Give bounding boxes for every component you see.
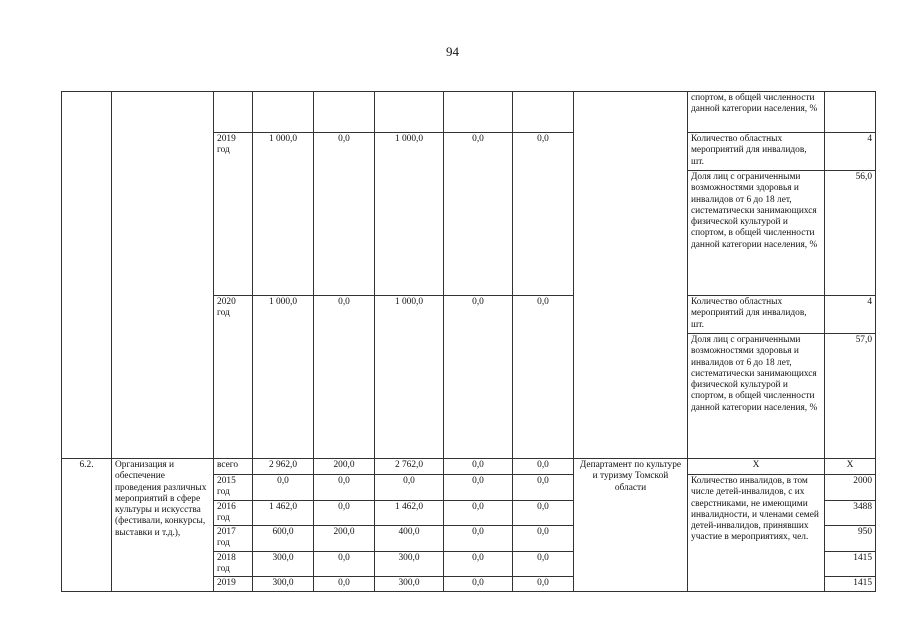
- federal-cell: [314, 92, 375, 133]
- indicator-name-cell: Доля лиц с ограниченными возможностями здоровья и инвалидов от 6 до 18 лет, систематически занимающихся физической культурой и спортом, в общей численности данной категории населения, %: [688, 334, 825, 459]
- activity-name-cell: Организация и обеспечение проведения различных мероприятий в сфере культуры и искусства (фестивали, конкурсы, выставки и т.д.),: [112, 459, 214, 592]
- total-cell: 300,0: [253, 577, 314, 591]
- regional-cell: 400,0: [375, 526, 444, 552]
- regional-cell: 300,0: [375, 551, 444, 577]
- extra-budget-cell: 0,0: [513, 475, 574, 501]
- extra-budget-cell: [513, 92, 574, 133]
- year-cell: 2015 год: [214, 475, 253, 501]
- total-cell: 1 000,0: [253, 133, 314, 296]
- row-number-cell: [62, 92, 112, 459]
- total-cell: 2 962,0: [253, 459, 314, 475]
- indicator-name-cell: Количество областных мероприятий для инвалидов, шт.: [688, 296, 825, 334]
- indicator-value-cell: Х: [825, 459, 876, 475]
- year-cell: [214, 92, 253, 133]
- page-number: 94: [446, 44, 459, 59]
- indicator-value-cell: 1415: [825, 577, 876, 591]
- total-cell: 1 000,0: [253, 296, 314, 459]
- extra-budget-cell: 0,0: [513, 526, 574, 552]
- regional-cell: [375, 92, 444, 133]
- local-cell: 0,0: [444, 500, 513, 526]
- extra-budget-cell: 0,0: [513, 577, 574, 591]
- extra-budget-cell: 0,0: [513, 500, 574, 526]
- executor-cell: [574, 92, 688, 459]
- local-cell: 0,0: [444, 296, 513, 459]
- row-number-cell: 6.2.: [62, 459, 112, 592]
- federal-cell: 0,0: [314, 475, 375, 501]
- year-cell: 2016 год: [214, 500, 253, 526]
- extra-budget-cell: 0,0: [513, 551, 574, 577]
- total-cell: 600,0: [253, 526, 314, 552]
- indicator-value-cell: 57,0: [825, 334, 876, 459]
- indicator-value-cell: [825, 92, 876, 133]
- total-cell: 0,0: [253, 475, 314, 501]
- extra-budget-cell: 0,0: [513, 296, 574, 459]
- indicator-name-cell: Доля лиц с ограниченными возможностями здоровья и инвалидов от 6 до 18 лет, систематически занимающихся физической культурой и спортом, в общей численности данной категории населения, %: [688, 171, 825, 296]
- executor-cell: Департамент по культуре и туризму Томской области: [574, 459, 688, 592]
- extra-budget-cell: 0,0: [513, 459, 574, 475]
- federal-cell: 0,0: [314, 551, 375, 577]
- local-cell: 0,0: [444, 459, 513, 475]
- regional-cell: 1 000,0: [375, 133, 444, 296]
- program-table: [61, 91, 876, 592]
- total-cell: [253, 92, 314, 133]
- indicator-name-cell: Х: [688, 459, 825, 475]
- federal-cell: 0,0: [314, 133, 375, 296]
- regional-cell: 1 462,0: [375, 500, 444, 526]
- indicator-value-cell: 950: [825, 526, 876, 552]
- federal-cell: 200,0: [314, 459, 375, 475]
- indicator-value-cell: 3488: [825, 500, 876, 526]
- regional-cell: 1 000,0: [375, 296, 444, 459]
- activity-name-cell: [112, 92, 214, 459]
- indicator-value-cell: 4: [825, 296, 876, 334]
- local-cell: 0,0: [444, 551, 513, 577]
- federal-cell: 0,0: [314, 296, 375, 459]
- indicator-value-cell: 56,0: [825, 171, 876, 296]
- indicator-name-cell: спортом, в общей численности данной категории населения, %: [688, 92, 825, 133]
- year-cell: 2019: [214, 577, 253, 591]
- local-cell: 0,0: [444, 577, 513, 591]
- indicator-value-cell: 4: [825, 133, 876, 171]
- local-cell: 0,0: [444, 475, 513, 501]
- year-cell: всего: [214, 459, 253, 475]
- table-row: [62, 459, 876, 475]
- federal-cell: 0,0: [314, 577, 375, 591]
- local-cell: [444, 92, 513, 133]
- indicator-name-cell: Количество инвалидов, в том числе детей-инвалидов, с их сверстниками, не имеющими инвалидности, и членами семей детей-инвалидов, принявших участие в мероприятиях, чел.: [688, 475, 825, 592]
- federal-cell: 0,0: [314, 500, 375, 526]
- regional-cell: 300,0: [375, 577, 444, 591]
- total-cell: 300,0: [253, 551, 314, 577]
- regional-cell: 2 762,0: [375, 459, 444, 475]
- year-cell: 2017 год: [214, 526, 253, 552]
- indicator-value-cell: 1415: [825, 551, 876, 577]
- federal-cell: 200,0: [314, 526, 375, 552]
- table-row: [62, 92, 876, 133]
- local-cell: 0,0: [444, 133, 513, 296]
- indicator-name-cell: Количество областных мероприятий для инвалидов, шт.: [688, 133, 825, 171]
- year-cell: 2020 год: [214, 296, 253, 459]
- total-cell: 1 462,0: [253, 500, 314, 526]
- year-cell: 2019 год: [214, 133, 253, 296]
- regional-cell: 0,0: [375, 475, 444, 501]
- year-cell: 2018 год: [214, 551, 253, 577]
- local-cell: 0,0: [444, 526, 513, 552]
- indicator-value-cell: 2000: [825, 475, 876, 501]
- extra-budget-cell: 0,0: [513, 133, 574, 296]
